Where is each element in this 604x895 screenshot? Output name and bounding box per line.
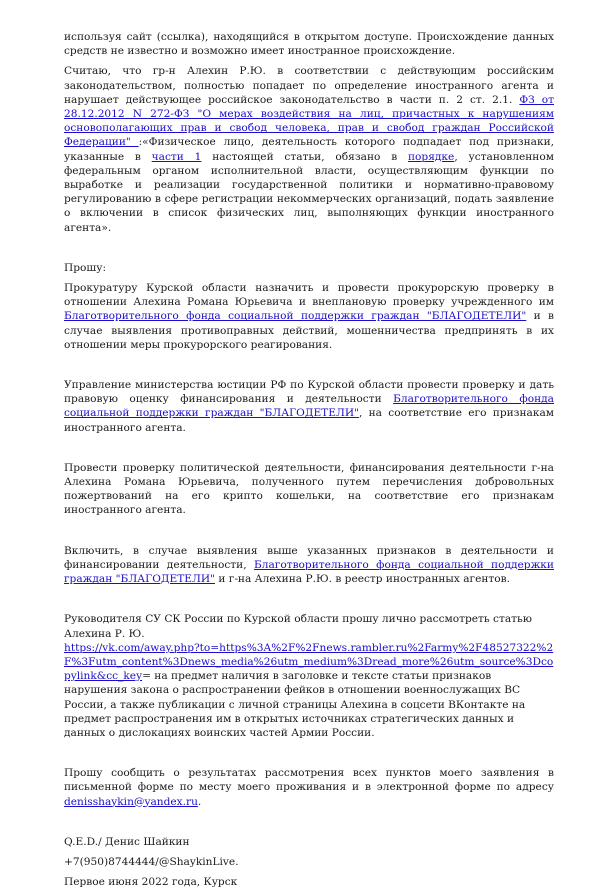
paragraph-text: .	[197, 795, 202, 808]
email-link[interactable]: denisshaykin@yandex.ru	[64, 795, 198, 808]
request-response	[64, 766, 554, 809]
paragraph-text: Управление министерства юстиции РФ по Курской области провести проверку и дать правовую оценку финансирования и деятельности	[64, 379, 554, 406]
fund-link[interactable]: Благотворительного фонда социальной поддержки граждан "БЛАГОДЕТЕЛИ"	[64, 393, 554, 420]
request-investigative-committee	[64, 612, 554, 740]
paragraph-text: Считаю, что гр-н Алехин Р.Ю. в соответствии с действующим российским законодательством, полностью попадает по определение иностранного агента и нарушает действующее российское законодательство в части п. 2 ст. 2.1.	[64, 65, 554, 106]
signature-date-place: Первое июня 2022 года, Курск	[64, 876, 238, 889]
paragraph-text: = на предмет наличия в заголовке и тексте статьи признаков нарушения закона о распространении фейков в отношении военнослужащих ВС России, а также публикации с личной страницы Алехина в соцсети ВКонтакте на предмет распространения им в открытых источниках стратегических данных и данных о дислокациях воинских частей Армии России.	[64, 670, 526, 739]
signature-contact: +7(950)8744444/@ShaykinLive.	[64, 855, 239, 868]
signature-name: Q.E.D./ Денис Шайкин	[64, 835, 190, 848]
paragraph-text: , на соответствие его признакам иностранного агента.	[64, 407, 554, 434]
foreign-agent-paragraph	[64, 64, 554, 234]
request-registry	[64, 544, 554, 587]
order-link[interactable]: порядке	[407, 150, 455, 163]
paragraph-text: , установленном федеральным органом исполнительной власти, осуществляющим функции по выработке и реализации государственной политики и нормативно-правовому регулированию в сфере регистрации некоммерческих организаций, подать заявление о включении в список физических лиц, выполняющих функции иностранного агента».	[64, 150, 554, 234]
fund-link[interactable]: Благотворительного фонда социальной поддержки граждан "БЛАГОДЕТЕЛИ"	[64, 558, 554, 586]
paragraph-text: и в случае выявления противоправных действий, мошенничества предпринять в их отношении меры прокурорского реагирования.	[64, 310, 554, 351]
law-link[interactable]: ФЗ от 28.12.2012 N 272-ФЗ "О мерах воздействия на лиц, причастных к нарушениям основополагающих прав и свобод человека, прав и свобод граждан Российской Федерации"	[64, 93, 554, 149]
request-prosecutor	[64, 281, 554, 352]
part1-link[interactable]: части 1	[151, 150, 202, 163]
article-url-link[interactable]: https://vk.com/away.php?to=https%3A%2F%2Fnews.rambler.ru%2Farmy%2F48527322%2F%3Futm_content%3Dnews_media%26utm_medium%3Dread_more%26utm_source%3Dcopylink&cc_key	[64, 641, 554, 683]
request-ministry-justice	[64, 378, 554, 435]
document-page	[64, 30, 554, 895]
fund-link[interactable]: Благотворительного фонда социальной поддержки граждан "БЛАГОДЕТЕЛИ"	[64, 310, 527, 323]
paragraph-text: Прошу сообщить о результатах рассмотрения всех пунктов моего заявления в письменной форме по месту моего проживания и в электронной форме по адресу	[64, 767, 554, 794]
intro-paragraph: используя сайт (ссылка), находящийся в открытом доступе. Происхождение данных средств не известно и возможно имеет иностранное происхождение.	[64, 31, 554, 58]
paragraph-text: и г-на Алехина Р.Ю. в реестр иностранных агентов.	[214, 573, 510, 586]
paragraph-text: Прокуратуру Курской области назначить и провести прокурорскую проверку в отношении Алехина Романа Юрьевича и внеплановую проверку учрежденного им	[64, 282, 554, 309]
paragraph-text: настоящей статьи, обязано в	[201, 150, 408, 163]
request-political-check: Провести проверку политической деятельности, финансирования деятельности г-на Алехина Романа Юрьевича, полученного путем перечисления добровольных пожертвований на его крипто кошельки, на соответствие его признакам иностранного агента.	[64, 461, 554, 517]
request-heading: Прошу:	[64, 261, 107, 274]
paragraph-text: Руководителя СУ СК России по Курской области прошу лично рассмотреть статью Алехина Р. Ю.	[64, 613, 532, 640]
paragraph-text: Включить, в случае выявления выше указанных признаков в деятельности и финансировании деятельности,	[64, 544, 554, 571]
paragraph-text: :«Физическое лицо, деятельность которого подпадает под признаки, указанные в	[64, 136, 554, 163]
signature-block	[64, 835, 554, 890]
